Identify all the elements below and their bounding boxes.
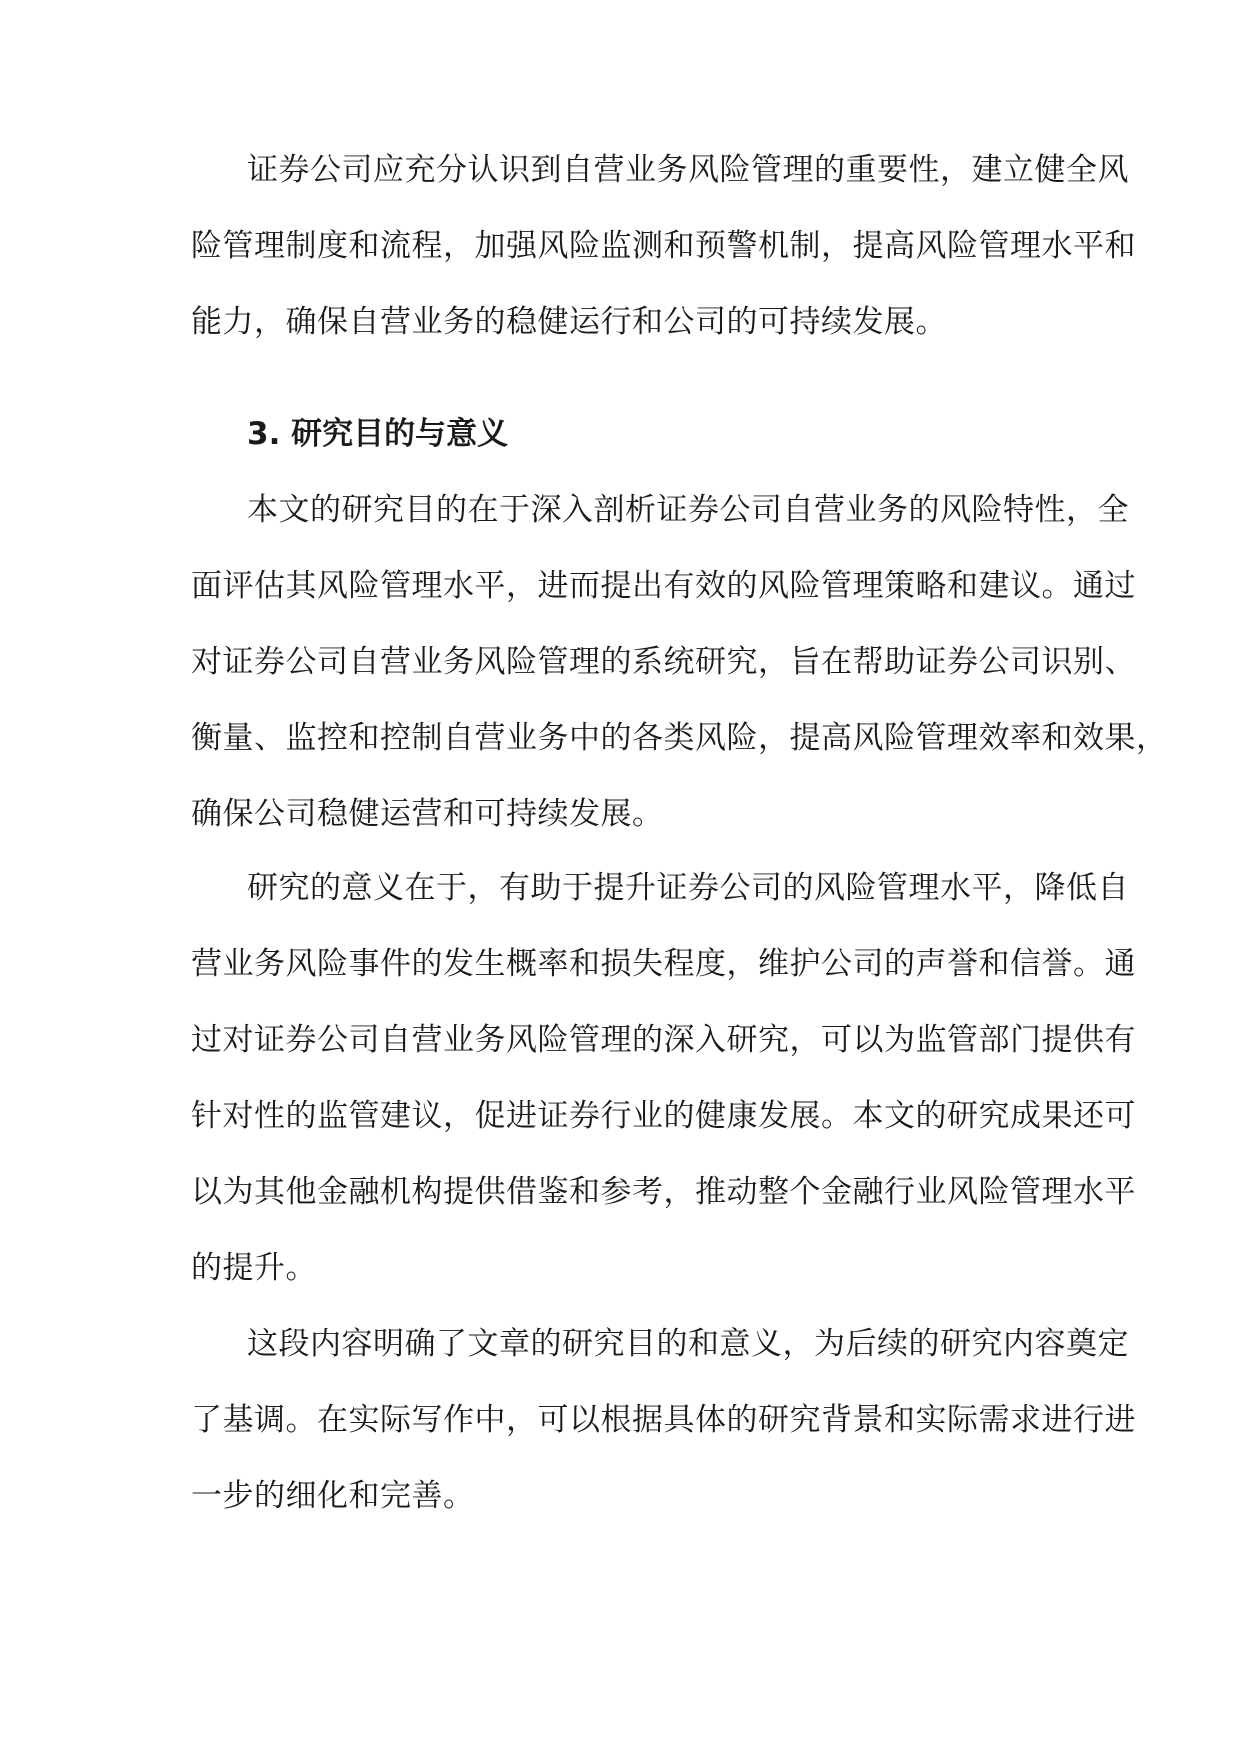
paragraph-4-line-1: 这段内容明确了文章的研究目的和意义，为后续的研究内容奠定: [247, 1326, 1129, 1362]
paragraph-4-line-2: 了基调。在实际写作中，可以根据具体的研究背景和实际需求进行进: [191, 1402, 1136, 1438]
paragraph-3-line-1: 研究的意义在于，有助于提升证券公司的风险管理水平，降低自: [247, 870, 1129, 906]
paragraph-2-line-3: 对证券公司自营业务风险管理的系统研究，旨在帮助证券公司识别、: [191, 644, 1136, 680]
paragraph-2-line-5: 确保公司稳健运营和可持续发展。: [191, 796, 664, 832]
paragraph-2-line-1: 本文的研究目的在于深入剖析证券公司自营业务的风险特性，全: [247, 492, 1129, 528]
paragraph-1-line-1: 证券公司应充分认识到自营业务风险管理的重要性，建立健全风: [247, 152, 1129, 188]
paragraph-3-line-2: 营业务风险事件的发生概率和损失程度，维护公司的声誉和信誉。通: [191, 946, 1136, 982]
paragraph-3-line-4: 针对性的监管建议，促进证券行业的健康发展。本文的研究成果还可: [191, 1098, 1136, 1134]
paragraph-1-line-3: 能力，确保自营业务的稳健运行和公司的可持续发展。: [191, 304, 947, 340]
paragraph-3-line-5: 以为其他金融机构提供借鉴和参考，推动整个金融行业风险管理水平: [191, 1174, 1136, 1210]
paragraph-2-line-4: 衡量、监控和控制自营业务中的各类风险，提高风险管理效率和效果，: [191, 720, 1168, 756]
paragraph-2-line-2: 面评估其风险管理水平，进而提出有效的风险管理策略和建议。通过: [191, 568, 1136, 604]
paragraph-4-line-3: 一步的细化和完善。: [191, 1478, 475, 1514]
paragraph-3-line-6: 的提升。: [191, 1250, 317, 1286]
section-heading: 3. 研究目的与意义: [247, 416, 509, 452]
paragraph-1-line-2: 险管理制度和流程，加强风险监测和预警机制，提高风险管理水平和: [191, 228, 1136, 264]
paragraph-3-line-3: 过对证券公司自营业务风险管理的深入研究，可以为监管部门提供有: [191, 1022, 1136, 1058]
